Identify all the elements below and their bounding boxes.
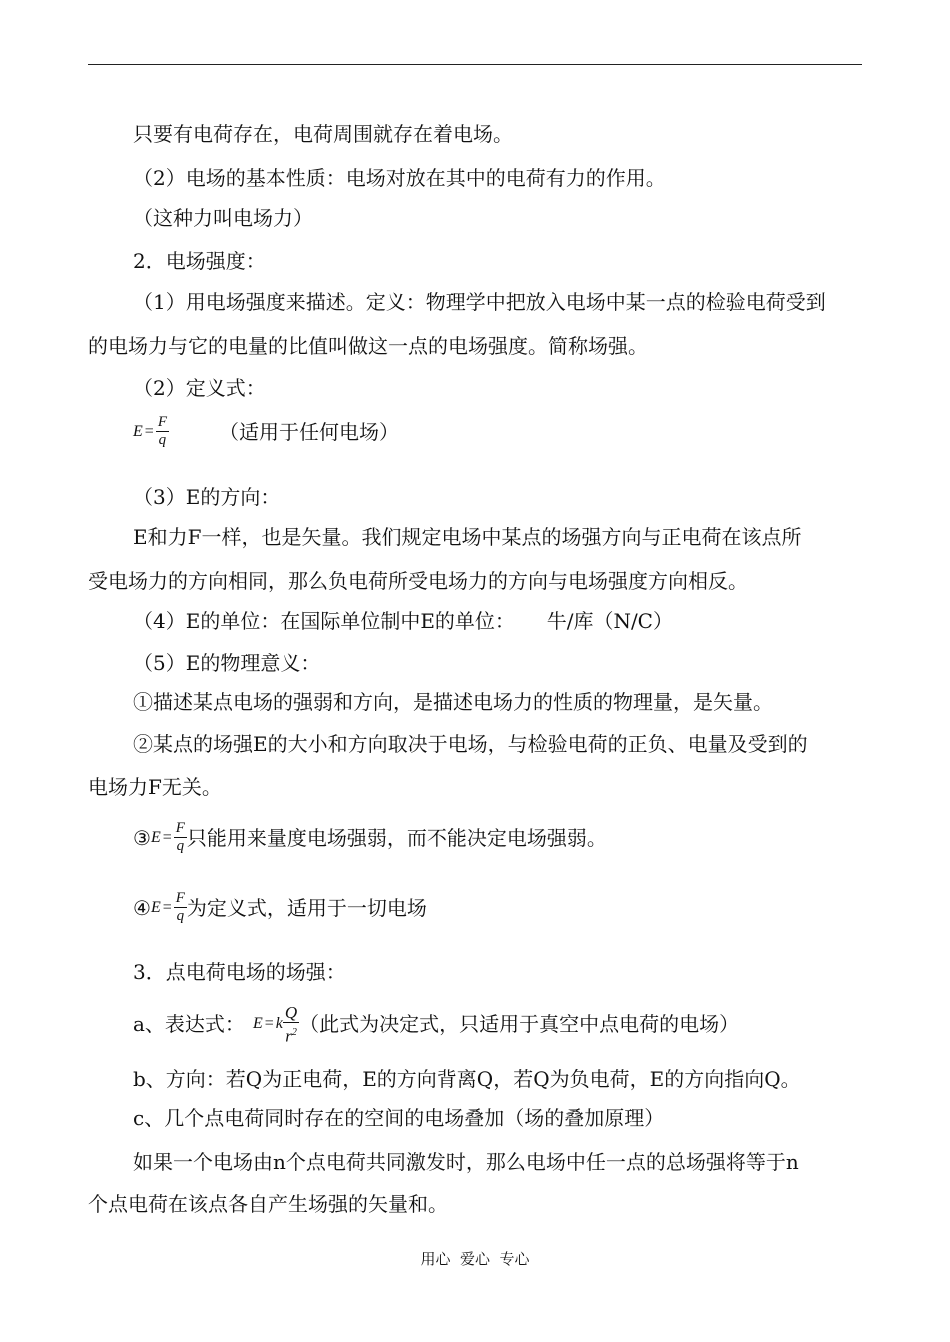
paragraph-line: 电场力F无关。 <box>88 775 222 799</box>
paragraph-line: （5）E的物理意义： <box>133 651 321 675</box>
formula-E: E <box>133 422 143 440</box>
fraction-F-over-q <box>156 414 169 449</box>
formula-E: E <box>150 898 161 916</box>
paragraph-line: （2）定义式： <box>133 376 266 400</box>
item-text: （此式为决定式，只适用于真空中点电荷的电场） <box>299 1012 740 1037</box>
paragraph-line: （4）E的单位：在国际单位制中E的单位： 牛/库（N/C） <box>133 609 673 633</box>
paragraph-line: 只要有电荷存在，电荷周围就存在着电场。 <box>133 122 513 146</box>
paragraph-line: E和力F一样，也是矢量。我们规定电场中某点的场强方向与正电荷在该点所 <box>133 525 802 549</box>
paragraph-line: 的电场力与它的电量的比值叫做这一点的电场强度。简称场强。 <box>88 334 648 358</box>
formula-equals: = <box>144 422 154 440</box>
paragraph-line: c、几个点电荷同时存在的空间的电场叠加（场的叠加原理） <box>133 1106 665 1130</box>
point-charge-formula-row <box>133 1003 739 1046</box>
paragraph-line: （3）E的方向： <box>133 485 281 509</box>
numerator: Q <box>284 1003 298 1022</box>
header-rule <box>88 64 862 65</box>
exponent: 2 <box>291 1027 297 1038</box>
item-marker: ③ <box>133 825 151 850</box>
r-symbol: r <box>285 1026 292 1046</box>
fraction-Q-over-r2 <box>283 1003 299 1046</box>
item-marker: ④ <box>133 895 151 920</box>
paragraph-line: b、方向：若Q为正电荷，E的方向背离Q，若Q为负电荷，E的方向指向Q。 <box>133 1067 801 1091</box>
formula-equals: = <box>162 828 172 846</box>
fraction-F-over-q <box>174 820 187 855</box>
paragraph-line: （这种力叫电场力） <box>133 206 313 230</box>
item-text: 为定义式，适用于一切电场 <box>186 895 427 920</box>
denominator: q <box>176 908 185 924</box>
paragraph-line: 个点电荷在该点各自产生场强的矢量和。 <box>88 1192 448 1216</box>
fraction-F-over-q <box>174 890 187 925</box>
numerator: F <box>175 820 185 836</box>
paragraph-line: 受电场力的方向相同，那么负电荷所受电场力的方向与电场强度方向相反。 <box>88 569 748 593</box>
paragraph-line: 如果一个电场由n个点电荷共同激发时，那么电场中任一点的总场强将等于n <box>133 1150 799 1174</box>
item-text: 只能用来量度电场强弱，而不能决定电场强弱。 <box>186 825 607 850</box>
paragraph-line: ②某点的场强E的大小和方向取决于电场，与检验电荷的正负、电量及受到的 <box>133 732 808 756</box>
denominator: q <box>176 838 185 854</box>
numerator: F <box>157 414 167 430</box>
meaning-item-4 <box>133 890 427 925</box>
paragraph-line: （2）电场的基本性质：电场对放在其中的电荷有力的作用。 <box>133 166 666 190</box>
definition-formula-row <box>133 414 399 449</box>
formula-E: E <box>252 1015 263 1033</box>
denominator: q <box>158 432 167 448</box>
formula-equals: = <box>162 898 172 916</box>
item-prefix: a、表达式： <box>133 1012 245 1037</box>
numerator: F <box>175 890 185 906</box>
denominator <box>283 1023 299 1046</box>
section-heading: 2．电场强度： <box>133 249 266 273</box>
paragraph-line: ①描述某点电场的强弱和方向，是描述电场力的性质的物理量，是矢量。 <box>133 690 773 714</box>
paragraph-line: （1）用电场强度来描述。定义：物理学中把放入电场中某一点的检验电荷受到 <box>133 290 826 314</box>
section-heading: 3．点电荷电场的场强： <box>133 960 346 984</box>
page-footer: 用心 爱心 专心 <box>420 1250 530 1268</box>
formula-k: k <box>275 1015 283 1033</box>
meaning-item-3 <box>133 820 607 855</box>
formula-E: E <box>150 828 161 846</box>
formula-note: （适用于任何电场） <box>218 419 399 444</box>
formula-equals: = <box>264 1015 274 1033</box>
